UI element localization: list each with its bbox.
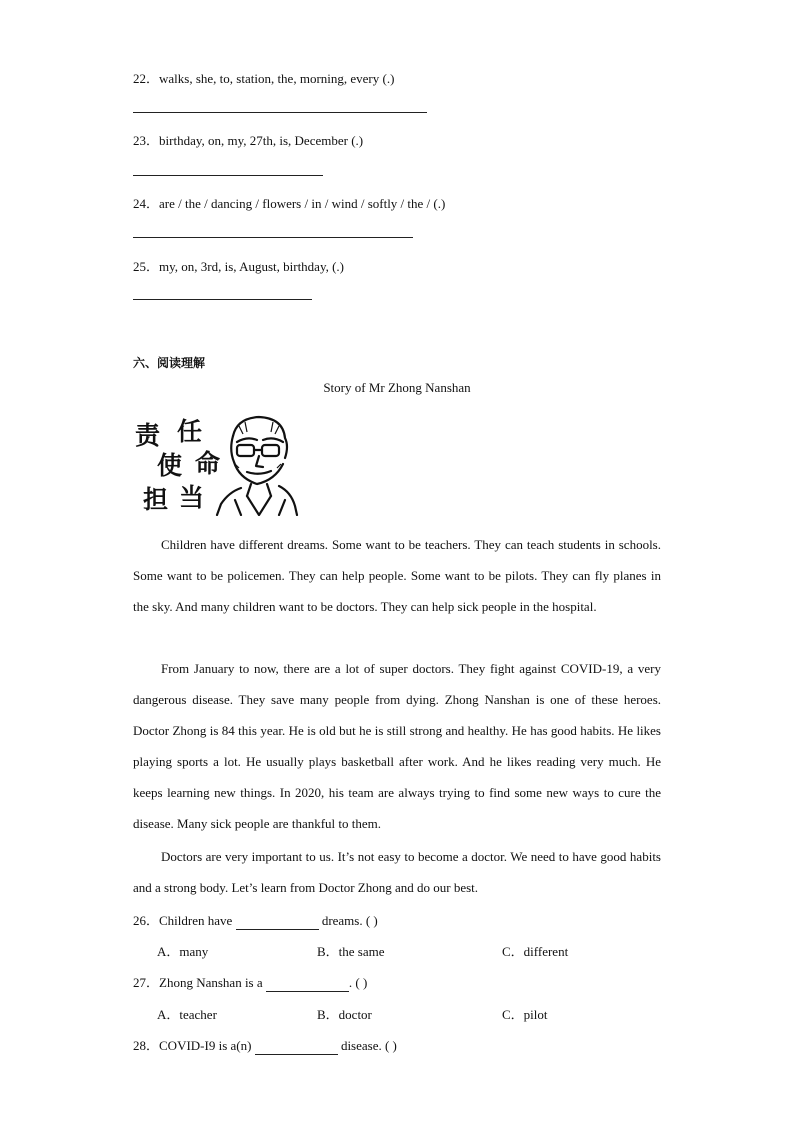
question-text: walks, she, to, station, the, morning, every (.): [159, 71, 395, 86]
answer-line-23[interactable]: [133, 175, 323, 176]
section-title: 六、阅读理解: [133, 356, 206, 370]
question-text: birthday, on, my, 27th, is, December (.): [159, 133, 364, 148]
question-28: [133, 1035, 397, 1055]
question-text: my, on, 3rd, is, August, birthday, (.): [159, 259, 345, 274]
answer-blank[interactable]: [255, 1038, 338, 1055]
question-number: 22．: [133, 71, 160, 86]
answer-blank[interactable]: [266, 975, 349, 992]
question-text: are / the / dancing / flowers / in / wind / softly / the / (.): [159, 196, 446, 211]
question-22: [133, 68, 394, 87]
option-a[interactable]: A．teacher: [157, 1007, 217, 1022]
option-b[interactable]: B．doctor: [317, 1007, 372, 1022]
answer-line-24[interactable]: [133, 237, 413, 238]
answer-line-25[interactable]: [133, 299, 312, 300]
passage-paragraph-2: From January to now, there are a lot of super doctors. They fight against COVID-19, a very dangerous disease. They save many people from dying. Zhong Nanshan is one of these heroes. Doctor Zhong is 84 this year. He is old but he is still strong and healthy. He has good habits. He likes playing sports a lot. He usually plays basketball after work. And he likes reading very much. He keeps learning new things. In 2020, his team are always trying to find some new ways to cure the disease. Many sick people are thankful to them.: [133, 661, 661, 831]
image-char: 使: [157, 451, 183, 480]
option-a[interactable]: A．many: [157, 944, 209, 959]
question-25: [133, 256, 344, 275]
image-char: 担: [143, 485, 169, 514]
story-title: Story of Mr Zhong Nanshan: [323, 380, 471, 395]
question-text: Zhong Nanshan is a: [159, 975, 263, 990]
passage-paragraph-3: Doctors are very important to us. It’s not easy to become a doctor. We need to have good habits and a strong body. Let’s learn from Doctor Zhong and do our best.: [133, 849, 661, 895]
question-23: [133, 130, 363, 149]
question-number: 27．: [133, 975, 160, 990]
question-number: 25．: [133, 259, 160, 274]
image-char: 责: [135, 421, 161, 450]
question-text: disease. ( ): [340, 1038, 397, 1053]
option-b[interactable]: B．the same: [317, 944, 385, 959]
image-char: 当: [179, 483, 205, 512]
question-26: [133, 910, 378, 930]
question-24: [133, 193, 445, 212]
question-number: 28．: [133, 1038, 160, 1053]
question-text: dreams. ( ): [321, 913, 378, 928]
zhong-nanshan-portrait-illustration: [133, 414, 299, 516]
image-char: 命: [195, 449, 221, 478]
question-27: [133, 972, 367, 992]
answer-blank[interactable]: [236, 913, 319, 930]
passage-paragraph-1: Children have different dreams. Some want to be teachers. They can teach students in schools. Some want to be policemen. They can help people. Some want to be pilots. They can fly planes in the sky. And many children want to be doctors. They can help sick people in the hospital.: [133, 537, 661, 614]
answer-line-22[interactable]: [133, 112, 427, 113]
option-c[interactable]: C．different: [502, 944, 569, 959]
question-number: 24．: [133, 196, 160, 211]
question-text: . ( ): [348, 975, 368, 990]
question-text: COVID-I9 is a(n): [159, 1038, 252, 1053]
question-number: 23．: [133, 133, 160, 148]
question-number: 26．: [133, 913, 160, 928]
image-char: 任: [177, 417, 203, 446]
option-c[interactable]: C．pilot: [502, 1007, 548, 1022]
question-text: Children have: [159, 913, 233, 928]
